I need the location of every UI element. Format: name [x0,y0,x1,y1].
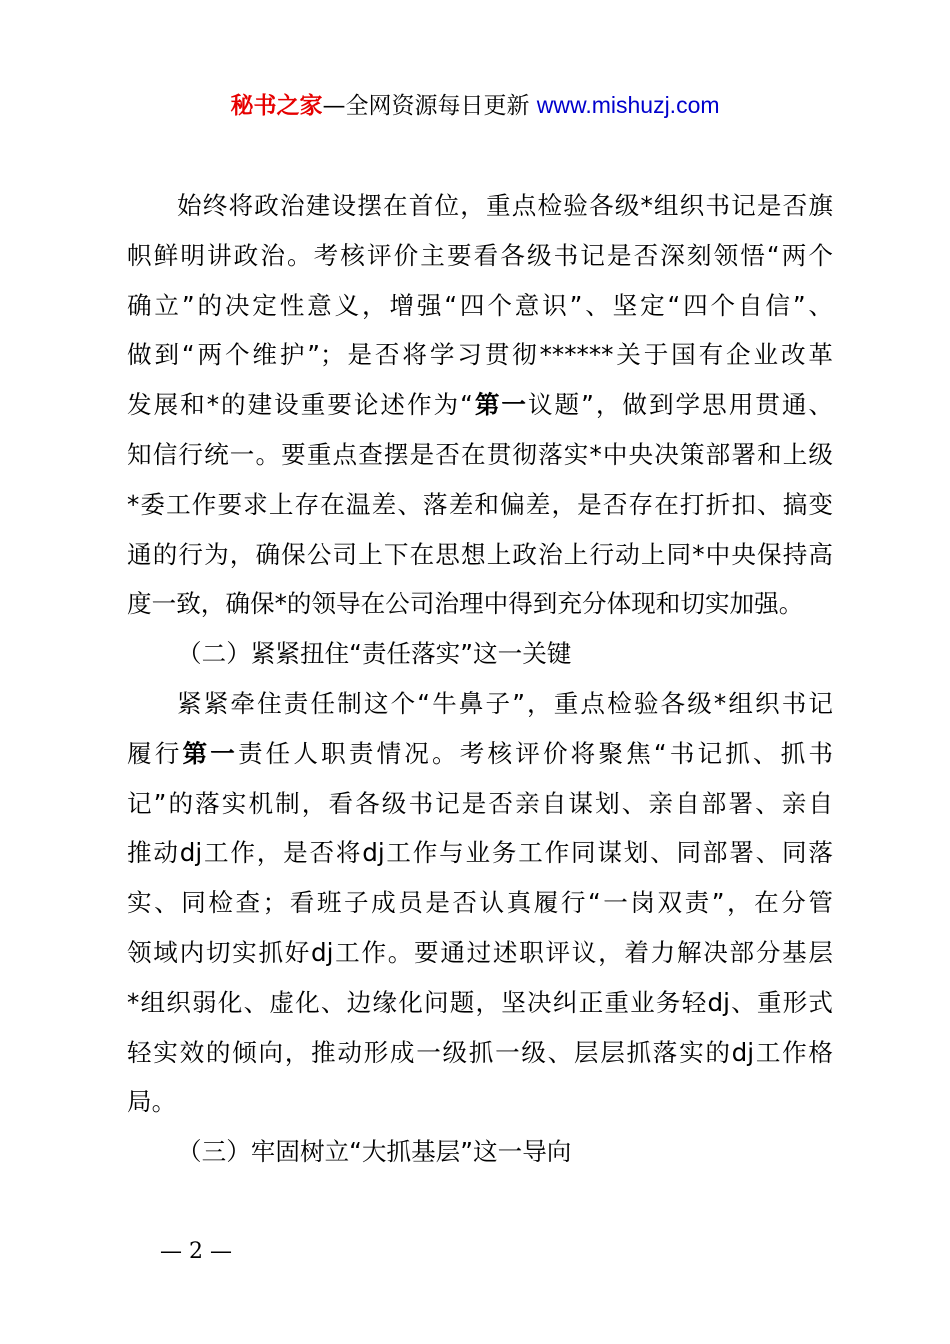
text-line: *委工作要求上存在温差、落差和偏差，是否存在打折扣、搞变 [127,489,833,519]
page-number: — 2 — [160,1239,232,1264]
text-line: 始终将政治建设摆在首位，重点检验各级*组织书记是否旗 [177,191,833,220]
text-line: 领域内切实抓好dj工作。要通过述职评议，着力解决部分基层 [127,937,833,967]
text-line: 度一致，确保*的领导在公司治理中得到充分体现和切实加强。 [127,589,804,619]
text-line: 做到“两个维护”；是否将学习贯彻******关于国有企业改革 [127,340,833,370]
text-line: *组织弱化、虚化、边缘化问题，坚决纠正重业务轻dj、重形式 [127,987,833,1017]
text-line [127,380,833,430]
bold-text: 第一 [182,738,238,768]
text-line: 知信行统一。要重点查摆是否在贯彻落实*中央决策部署和上级 [127,439,833,469]
text-segment: 议题”，做到学思用贯通、 [527,390,833,420]
section-heading: （三）牢固树立“大抓基层”这一导向 [177,1137,572,1167]
header-url[interactable]: www.mishuzj.com [536,92,720,118]
brand-name: 秘书之家 [230,93,323,119]
section-heading: （二）紧紧扭住“责任落实”这一关键 [177,639,572,669]
text-line: 实、同检查；看班子成员是否认真履行“一岗双责”，在分管 [127,888,833,918]
text-line: 轻实效的倾向，推动形成一级抓一级、层层抓落实的dj工作格 [127,1037,833,1067]
text-line: 推动dj工作，是否将dj工作与业务工作同谋划、同部署、同落 [127,838,833,868]
text-line [127,729,833,779]
text-line: 记”的落实机制，看各级书记是否亲自谋划、亲自部署、亲自 [127,788,833,818]
bold-text: 第一 [472,390,528,420]
text-line: 帜鲜明讲政治。考核评价主要看各级书记是否深刻领悟“两个 [127,240,833,270]
text-segment: 发展和*的建设重要论述作为“ [127,390,473,420]
header-slogan: —全网资源每日更新 [322,93,530,119]
text-line: 紧紧牵住责任制这个“牛鼻子”，重点检验各级*组织书记 [177,688,833,718]
text-line: 通的行为，确保公司上下在思想上政治上行动上同*中央保持高 [127,539,833,569]
text-segment: 履行 [127,738,183,768]
text-line: 确立”的决定性意义，增强“四个意识”、坚定“四个自信”、 [127,290,833,320]
page-header [0,86,950,125]
document-body [127,181,833,1177]
text-line: 局。 [127,1087,177,1117]
text-segment: 责任人职责情况。考核评价将聚焦“书记抓、抓书 [237,738,833,768]
